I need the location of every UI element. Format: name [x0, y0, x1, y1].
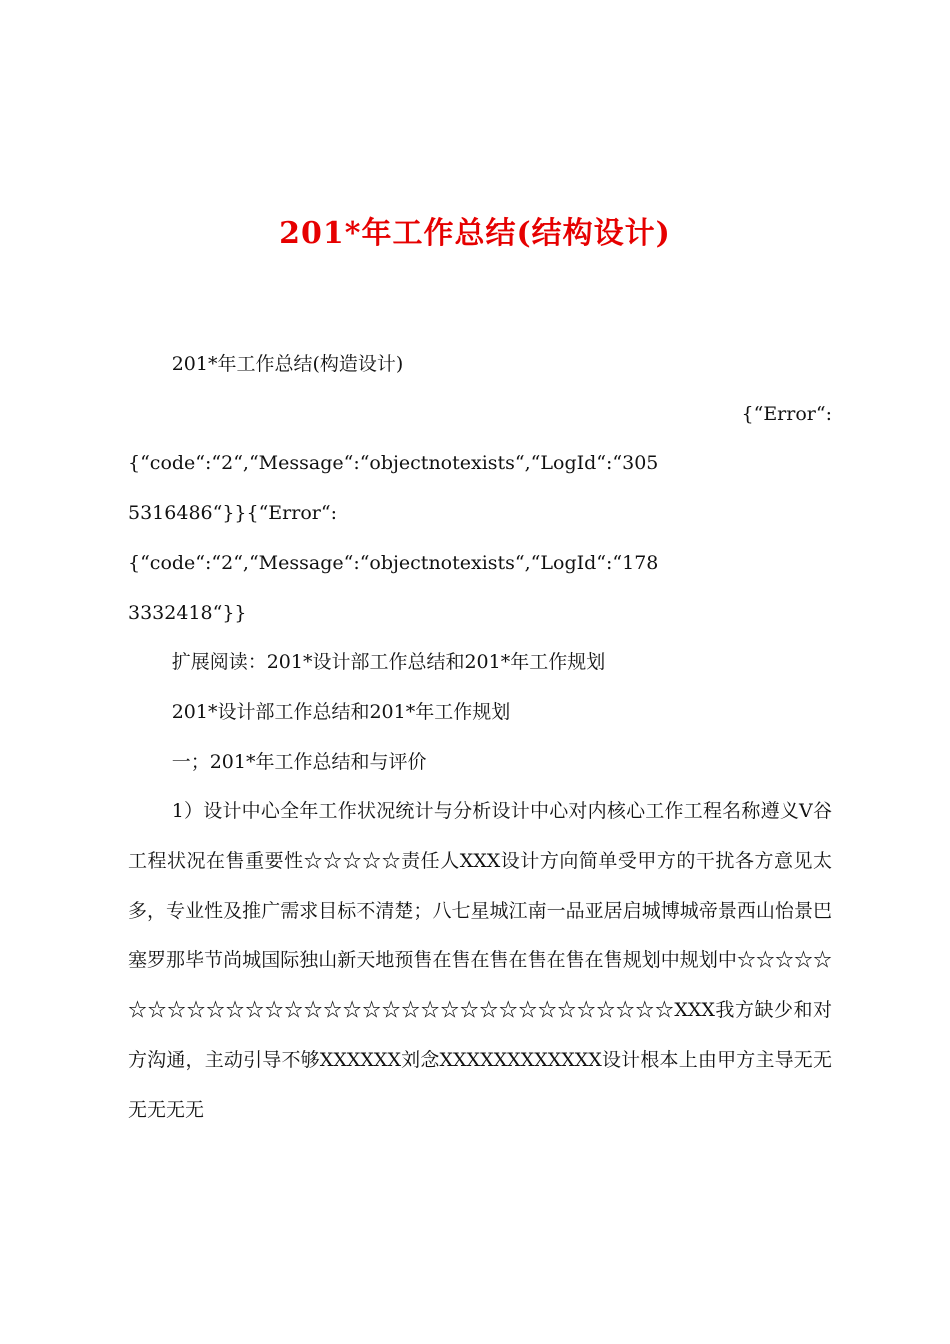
- error-line: {“code“:“2“,“Message“:“objectnotexists“,“LogId“:“178: [128, 551, 659, 574]
- error-line: 5316486“}}{“Error“:: [128, 502, 337, 525]
- document-title: 201*年工作总结(结构设计): [279, 216, 671, 251]
- document-heading: 201*年工作总结(构造设计): [171, 353, 404, 375]
- paragraph: 1）设计中心全年工作状况统计与分析设计中心对内核心工作工程名称遵义V谷工程状况在售重要性☆☆☆☆☆责任人XXX设计方向简单受甲方的干扰各方意见太多，专业性及推广需求目标不清楚；八七星城江南一品亚居启城博城帝景西山怡景巴塞罗那毕节尚城国际独山新天地预售在售在售在售在售在售规划中规划中☆☆☆☆☆☆☆☆☆☆☆☆☆☆☆☆☆☆☆☆☆☆☆☆☆☆☆☆☆☆☆☆☆XXX我方缺少和对方沟通，主动引导不够XXXXXX刘念XXXXXXXXXXXX设计根本上由甲方主导无无无无无无: [128, 800, 832, 1121]
- subheading: 201*设计部工作总结和201*年工作规划: [171, 700, 511, 723]
- error-line: {“Error“:: [741, 402, 832, 425]
- error-line: 3332418“}}: [128, 601, 247, 624]
- error-line: {“code“:“2“,“Message“:“objectnotexists“,“LogId“:“305: [128, 452, 659, 475]
- document-body: [128, 340, 832, 1135]
- section-heading: 一；201*年工作总结和与评价: [171, 750, 427, 773]
- extended-reading: 扩展阅读：201*设计部工作总结和201*年工作规划: [171, 651, 606, 674]
